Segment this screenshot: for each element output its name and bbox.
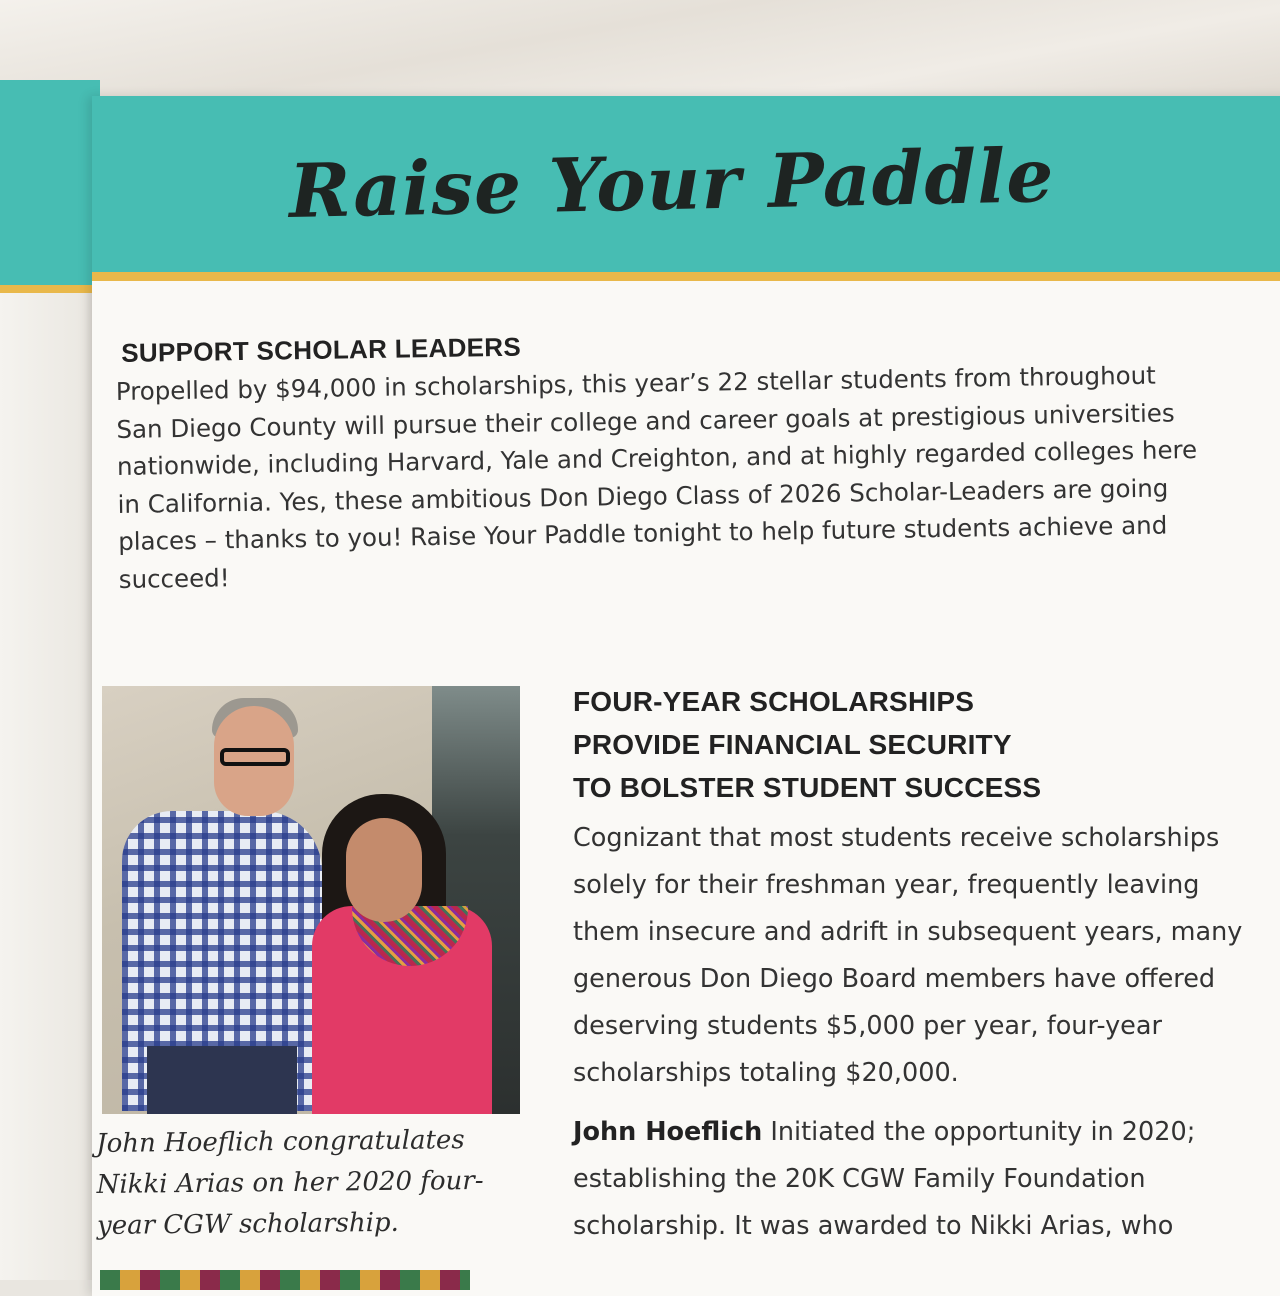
four-year-heading-line: TO BOLSTER STUDENT SUCCESS [573, 772, 1042, 803]
photo-hoeflich-arias [102, 686, 520, 1114]
four-year-heading-line: PROVIDE FINANCIAL SECURITY [573, 729, 1012, 760]
photo-man-pants [147, 1046, 297, 1114]
four-year-heading [573, 680, 1273, 809]
four-year-paragraph: Cognizant that most students receive scholarships solely for their freshman year, frequently leaving them insecure and adrift in subsequent years, many generous Don Diego Board members have offered deserving students $5,000 per year, four-year scholarships totaling $20,000. [573, 823, 1243, 1088]
title-banner [92, 96, 1280, 281]
hoeflich-text: Initiated the opportunity in 2020; establishing the 20K CGW Family Foundation scholarship. It was awarded to Nikki Arias, who [573, 1117, 1196, 1241]
photo-caption: John Hoeflich congratulates Nikki Arias on her 2020 four-year CGW scholarship. [96, 1125, 484, 1241]
photo-woman-face [346, 818, 422, 922]
scholar-leaders-heading: SUPPORT SCHOLAR LEADERS [120, 331, 522, 368]
facing-page-banner [0, 80, 100, 293]
four-year-section [573, 680, 1273, 1250]
four-year-heading-line: FOUR-YEAR SCHOLARSHIPS [573, 686, 975, 717]
scholar-leaders-section [115, 321, 1209, 598]
next-photo-edge [100, 1270, 470, 1290]
page-title: Raise Your Paddle [288, 132, 1056, 236]
hoeflich-paragraph [573, 1109, 1273, 1250]
photo-glasses [220, 748, 290, 766]
table-background [0, 0, 1280, 110]
scholar-leaders-paragraph: Propelled by $94,000 in scholarships, this year’s 22 stellar students from throughout San Diego County will pursue their college and career goals at prestigious universities nationwide, including Harvard, Yale and Creighton, and at highly regarded colleges here in California. Yes, these ambitious Don Diego Class of 2026 Scholar-Leaders are going places – thanks to you! Raise Your Paddle tonight to help future students achieve and succeed! [115, 360, 1198, 594]
hoeflich-name: John Hoeflich [573, 1117, 763, 1147]
